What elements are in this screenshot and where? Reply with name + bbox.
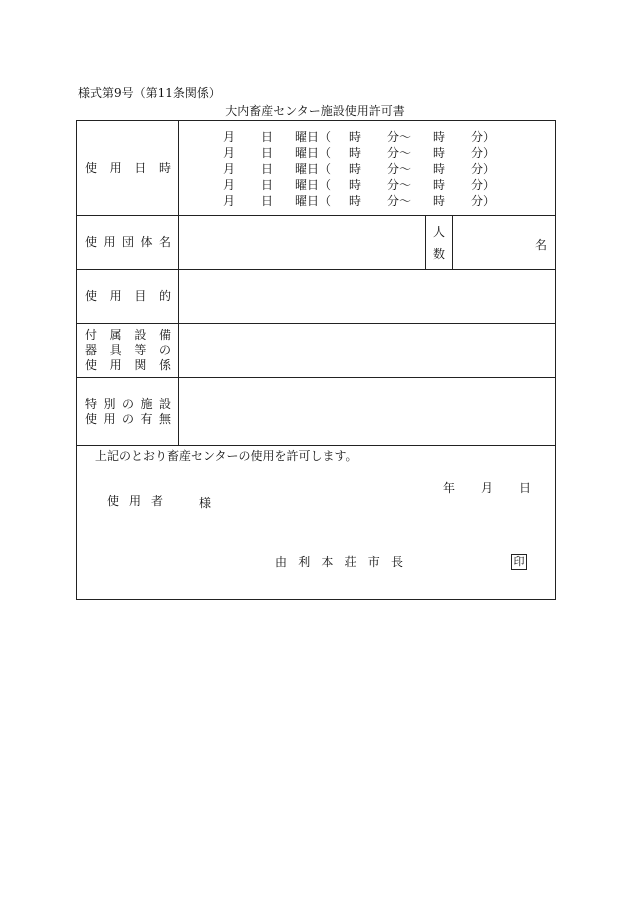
count-char: 人 — [432, 224, 445, 239]
row-purpose — [77, 270, 555, 324]
equipment-field[interactable] — [179, 324, 555, 377]
seal-stamp-box: 印 — [511, 554, 527, 570]
label-group-name — [77, 216, 179, 269]
label-equipment — [77, 324, 179, 377]
label-text: 使 用 日 時 — [85, 160, 171, 175]
user-suffix: 様 — [199, 496, 212, 510]
label-text: 使 用 目 的 — [85, 289, 171, 303]
datetime-lines — [223, 129, 495, 209]
date-line: 年 月 日 — [443, 481, 532, 495]
count-char: 数 — [432, 247, 445, 262]
group-name-field[interactable] — [179, 216, 425, 269]
datetime-line[interactable]: 月 日 曜日（ 時 分〜 時 分） — [223, 194, 496, 208]
permission-text: 上記のとおり畜産センターの使用を許可します。 — [95, 449, 358, 463]
row-equipment — [77, 324, 555, 378]
user-label: 使 用 者 — [107, 494, 163, 508]
datetime-line[interactable]: 月 日 曜日（ 時 分〜 時 分） — [223, 162, 496, 176]
form-number: 様式第9号（第11条関係） — [78, 86, 221, 100]
label-text: 付 属 設 備 — [85, 328, 171, 342]
datetime-line[interactable]: 月 日 曜日（ 時 分〜 時 分） — [223, 178, 496, 192]
label-text: 使 用 団 体 名 — [85, 235, 171, 249]
document-title: 大内畜産センター施設使用許可書 — [225, 104, 405, 118]
datetime-line[interactable]: 月 日 曜日（ 時 分〜 時 分） — [223, 146, 496, 160]
datetime-line[interactable]: 月 日 曜日（ 時 分〜 時 分） — [223, 130, 496, 144]
label-count — [425, 216, 453, 269]
row-group-name — [77, 216, 555, 270]
label-special-facility — [77, 378, 179, 445]
label-text: 使 用 の 有 無 — [85, 411, 171, 426]
row-usage-datetime — [77, 121, 555, 216]
issuer-name: 由 利 本 荘 市 長 — [275, 555, 403, 569]
label-usage-datetime — [77, 121, 179, 215]
special-facility-field[interactable] — [179, 378, 555, 445]
label-text: 特 別 の 施 設 — [85, 396, 171, 411]
permit-form-table — [76, 120, 556, 600]
label-purpose — [77, 270, 179, 323]
user-line — [107, 494, 211, 511]
count-unit: 名 — [534, 238, 547, 252]
row-special-facility — [77, 378, 555, 446]
purpose-field[interactable] — [179, 270, 555, 323]
label-text: 使 用 関 係 — [85, 358, 171, 372]
label-text: 器 具 等 の — [85, 343, 171, 357]
